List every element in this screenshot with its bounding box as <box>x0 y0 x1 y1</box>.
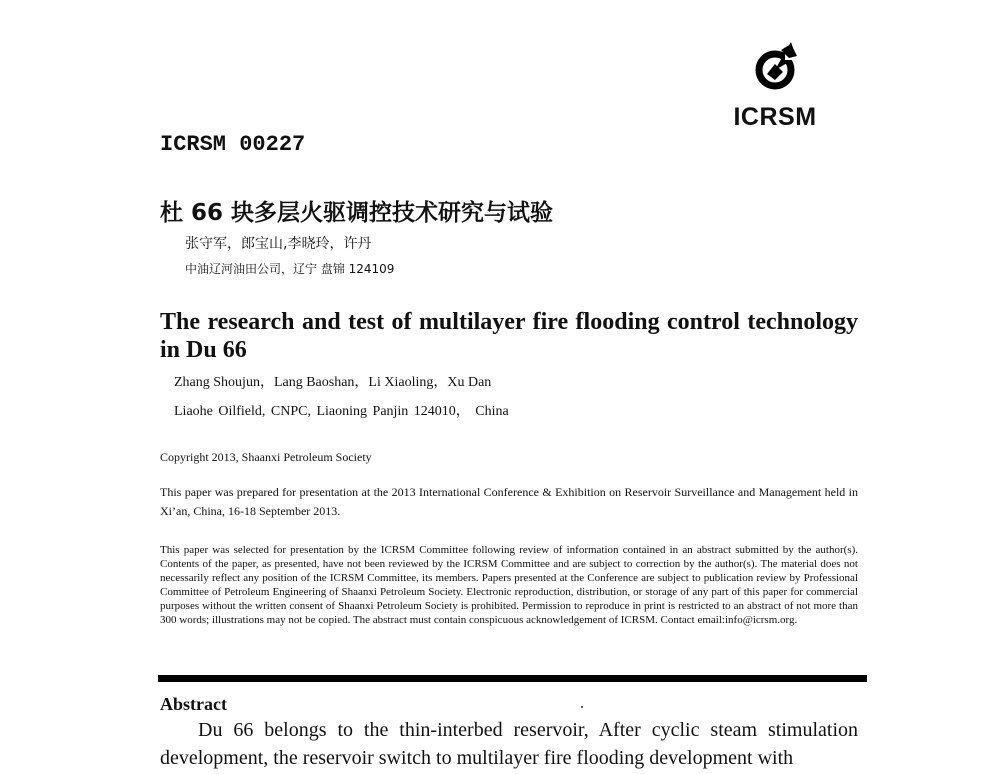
section-divider <box>158 675 867 682</box>
disclaimer-paragraph: This paper was selected for presentation by the ICRSM Committee following review of information contained in an abstract submitted by the author(s). Contents of the paper, as presented, have not been reviewed by the ICRSM Committee and are subject to correction by the author(s). The material does not necessarily reflect any position of the ICRSM Committee, its members. Papers presented at the Conference are subject to publication review by Professional Committee of Petroleum Engineering of Shaanxi Petroleum Society. Electronic reproduction, distribution, or storage of any part of this paper for commercial purposes without the written consent of Shaanxi Petroleum Society is prohibited. Permission to reproduce in print is restricted to an abstract of not more than 300 words; illustrations may not be copied. The abstract must contain conspicuous acknowledgement of ICRSM. Contact email:info@icrsm.org. <box>160 544 858 626</box>
scan-speck <box>581 706 583 708</box>
chinese-title: 杜 66 块多层火驱调控技术研究与试验 <box>160 200 554 226</box>
icrsm-logo <box>720 40 830 132</box>
flame-swirl-icon <box>745 40 805 96</box>
copyright-notice: Copyright 2013, Shaanxi Petroleum Society <box>160 450 372 464</box>
chinese-affiliation: 中油辽河油田公司，辽宁 盘锦 124109 <box>185 262 395 276</box>
chinese-authors: 张守军，郎宝山,李晓玲，许丹 <box>185 236 372 252</box>
abstract-body: Du 66 belongs to the thin-interbed reservoir, After cyclic steam stimulation development, the reservoir switch to multilayer fire flooding development with <box>160 719 858 769</box>
english-title: The research and test of multilayer fire flooding control technology in Du 66 <box>160 309 858 363</box>
english-affiliation: Liaohe Oilfield, CNPC, Liaoning Panjin 124010， China <box>174 404 509 419</box>
logo-text: ICRSM <box>733 103 817 131</box>
paper-id: ICRSM 00227 <box>160 132 306 157</box>
prepared-note: This paper was prepared for presentation at the 2013 International Conference & Exhibition on Reservoir Surveillance and Management held in Xi’an, China, 16-18 September 2013. <box>160 485 858 518</box>
english-authors: Zhang Shoujun，Lang Baoshan，Li Xiaoling，Xu Dan <box>174 375 492 390</box>
abstract-heading: Abstract <box>160 694 227 714</box>
